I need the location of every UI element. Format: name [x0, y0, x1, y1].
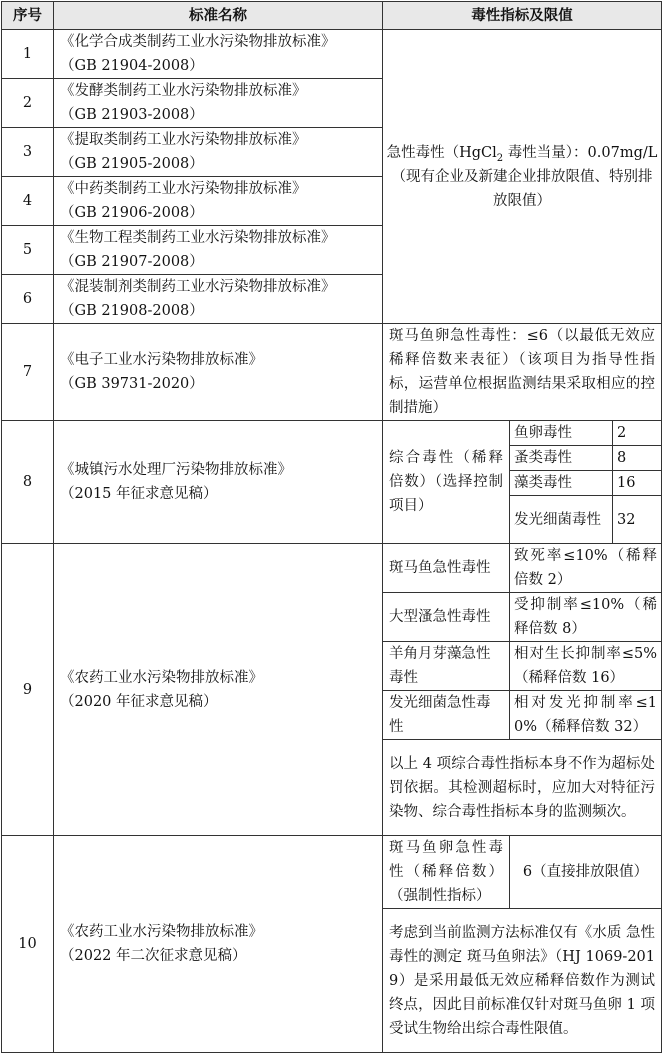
standard-name: 《提取类制药工业水污染物排放标准》 — [60, 132, 307, 148]
table-row — [2, 836, 662, 909]
standard-name: 《农药工业水污染物排放标准》 — [60, 924, 263, 940]
toxicity-item-name: 鱼卵毒性 — [510, 421, 613, 446]
standard-name: 《农药工业水污染物排放标准》 — [60, 669, 263, 686]
toxicity-item-value: 受抑制率≤10%（稀释倍数 8） — [510, 593, 662, 642]
pesticide-2020-note: 以上 4 项综合毒性指标本身不作为超标处罚依据。其检测超标时，应加大对特征污染物、综合毒性指标本身的监测频次。 — [383, 740, 662, 836]
standard-name-cell — [54, 226, 383, 275]
standard-name-cell — [54, 30, 383, 79]
pesticide-2022-note: 考虑到当前监测方法标准仅有《水质 急性毒性的测定 斑马鱼卵法》（HJ 1069-2019）是采用最低无效应稀释倍数作为测试终点，因此目前标准仅针对斑马鱼卵 1 项受试生物给出综合毒性限值。 — [383, 909, 662, 1053]
standard-name: 《电子工业水污染物排放标准》 — [60, 352, 263, 368]
row-no: 4 — [2, 177, 54, 226]
header-no: 序号 — [2, 2, 54, 30]
standard-code: （GB 21905-2008） — [60, 156, 204, 172]
pharma-limit-value: 急性毒性（HgCl$_2$ 毒性当量）：0.07mg/L — [386, 144, 658, 164]
standard-name-cell — [54, 79, 383, 128]
toxicity-item-name: 发光细菌毒性 — [510, 496, 613, 544]
standard-code: （GB 21906-2008） — [60, 205, 204, 221]
standard-code: （GB 39731-2020） — [60, 376, 204, 392]
table-row — [2, 421, 662, 446]
standard-code: （2020 年征求意见稿） — [60, 693, 218, 710]
toxicity-item-value: 相对发光抑制率≤10%（稀释倍数 32） — [510, 691, 662, 740]
standard-name: 《生物工程类制药工业水污染物排放标准》 — [60, 230, 336, 246]
standard-code: （GB 21908-2008） — [60, 303, 204, 319]
toxicity-item-value: 2 — [613, 421, 662, 446]
header-standard-name: 标准名称 — [54, 2, 383, 30]
table-row — [2, 30, 662, 79]
toxicity-item-name: 蚤类毒性 — [510, 446, 613, 471]
toxicity-item-name: 斑马鱼卵急性毒性（稀释倍数）（强制性指标） — [383, 836, 510, 909]
row-no: 7 — [2, 324, 54, 421]
standard-name-cell — [54, 177, 383, 226]
standard-name-cell — [54, 544, 383, 836]
standard-name: 《城镇污水处理厂污染物排放标准》 — [60, 462, 292, 478]
composite-toxicity-label: 综合毒性（稀释倍数）（选择控制项目） — [383, 421, 510, 544]
standard-code: （GB 21904-2008） — [60, 58, 204, 74]
toxicity-item-value: 致死率≤10%（稀释倍数 2） — [510, 544, 662, 593]
row-no: 8 — [2, 421, 54, 544]
toxicity-item-name: 发光细菌急性毒性 — [383, 691, 510, 740]
standard-name-cell — [54, 128, 383, 177]
standard-name-cell — [54, 275, 383, 324]
standard-code: （2015 年征求意见稿） — [60, 486, 218, 502]
row-no: 9 — [2, 544, 54, 836]
pharma-toxicity-limit — [383, 30, 662, 324]
standard-name-cell — [54, 324, 383, 421]
standard-name: 《化学合成类制药工业水污染物排放标准》 — [60, 34, 336, 50]
row-no: 2 — [2, 79, 54, 128]
toxicity-item-value: 8 — [613, 446, 662, 471]
row-no: 10 — [2, 836, 54, 1053]
toxicity-standards-table — [1, 1, 662, 1053]
standard-name-cell — [54, 421, 383, 544]
toxicity-item-name: 斑马鱼急性毒性 — [383, 544, 510, 593]
row-no: 5 — [2, 226, 54, 275]
electronics-toxicity-limit: 斑马鱼卵急性毒性：≤6（以最低无效应稀释倍数来表征）（该项目为指导性指标，运营单位根据监测结果采取相应的控制措施） — [383, 324, 662, 421]
row-no: 6 — [2, 275, 54, 324]
header-toxicity-limit: 毒性指标及限值 — [383, 2, 662, 30]
standard-name: 《混装制剂类制药工业水污染物排放标准》 — [60, 279, 336, 295]
toxicity-item-name: 藻类毒性 — [510, 471, 613, 496]
toxicity-item-value: 16 — [613, 471, 662, 496]
table-row — [2, 324, 662, 421]
pharma-limit-note: （现有企业及新建企业排放限值、特别排放限值） — [391, 168, 653, 209]
standard-name-cell — [54, 836, 383, 1053]
toxicity-item-value: 相对生长抑制率≤5%（稀释倍数 16） — [510, 642, 662, 691]
standard-name: 《中药类制药工业水污染物排放标准》 — [60, 181, 307, 197]
row-no: 3 — [2, 128, 54, 177]
row-no: 1 — [2, 30, 54, 79]
toxicity-item-name: 羊角月芽藻急性毒性 — [383, 642, 510, 691]
toxicity-item-value: 6（直接排放限值） — [510, 836, 662, 909]
table-row — [2, 544, 662, 593]
standard-code: （GB 21903-2008） — [60, 107, 204, 123]
standard-code: （2022 年二次征求意见稿） — [60, 948, 247, 964]
header-row — [2, 2, 662, 30]
standard-name: 《发酵类制药工业水污染物排放标准》 — [60, 83, 307, 99]
standard-code: （GB 21907-2008） — [60, 254, 204, 270]
toxicity-item-name: 大型溞急性毒性 — [383, 593, 510, 642]
toxicity-item-value: 32 — [613, 496, 662, 544]
